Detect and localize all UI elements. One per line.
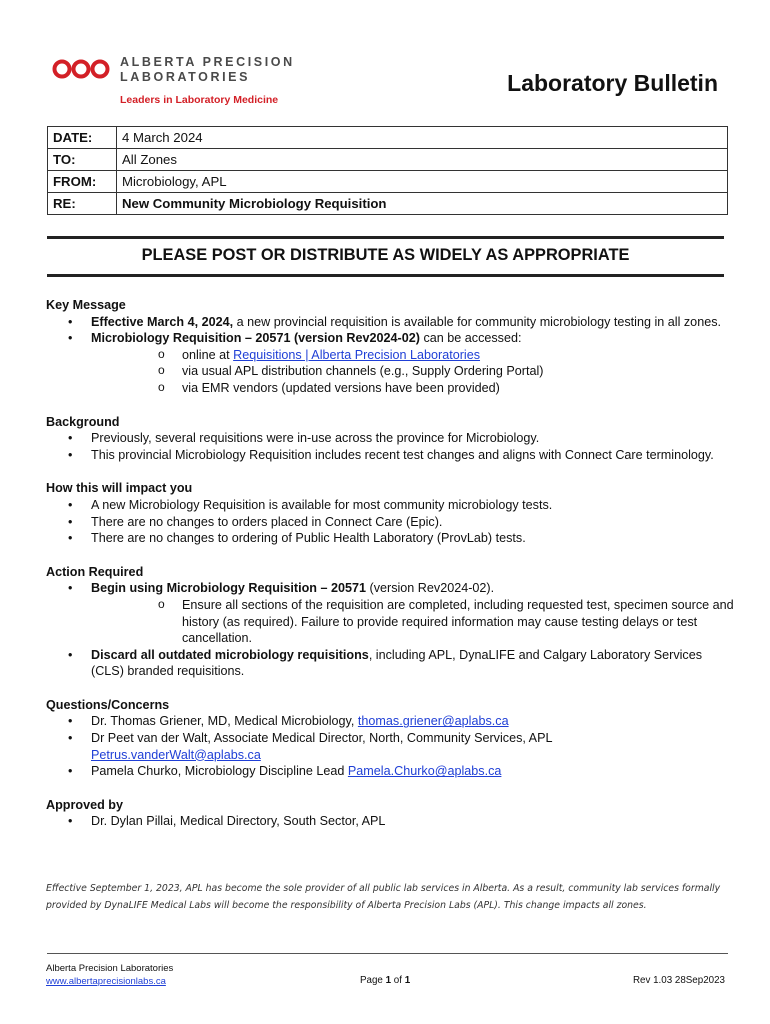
list-item-text: online at (182, 347, 234, 362)
list-item: • A new Microbiology Requisition is available for most community microbiology tests. (46, 497, 736, 514)
approved-heading: Approved by (46, 797, 123, 812)
key-message-heading: Key Message (46, 298, 126, 312)
list-item (46, 730, 736, 763)
list-item: • This provincial Microbiology Requisition includes recent test changes and aligns with Connect Care terminology. (46, 447, 736, 464)
list-item: • There are no changes to ordering of Public Health Laboratory (ProvLab) tests. (46, 530, 736, 547)
header-row-to (48, 149, 728, 171)
contact-text: Dr. Thomas Griener, MD, Medical Microbiology, (91, 714, 358, 729)
list-item (46, 647, 736, 680)
email-link-churko[interactable]: Pamela.Churko@aplabs.ca (347, 764, 502, 779)
action-sub-list (91, 597, 736, 647)
footer-org-name: Alberta Precision Laboratories (46, 963, 174, 974)
questions-list (46, 713, 736, 779)
list-item: • Dr. Dylan Pillai, Medical Directory, South Sector, APL (46, 813, 736, 830)
to-value: All Zones (117, 149, 728, 171)
action-begin-using: Begin using Microbiology Requisition – 20571 (91, 581, 367, 596)
list-item-text: , including APL, DynaLIFE and Calgary Laboratory Services (CLS) branded requisitions. (91, 647, 703, 679)
requisition-version: Microbiology Requisition – 20571 (version Rev2024-02) (91, 331, 420, 346)
page-of: of (391, 975, 405, 986)
page-title: Laboratory Bulletin (507, 70, 718, 96)
revision-label: Rev 1.03 28Sep2023 (632, 975, 725, 986)
re-label: RE: (48, 193, 117, 215)
list-item-text: (version Rev2024-02). (366, 581, 495, 596)
contact-text: Dr Peet van der Walt, Associate Medical Director, North, Community Services, APL (91, 731, 553, 746)
requisitions-link[interactable]: Requisitions | Alberta Precision Laboratories (233, 347, 481, 362)
action-list (46, 580, 736, 680)
footer-divider (47, 953, 728, 954)
list-item: o Ensure all sections of the requisition are completed, including requested test, specimen source and history (as required). Failure to provide required information may cause testing delays or test cancellation. (91, 597, 736, 647)
list-item (46, 314, 736, 331)
approved-list (46, 813, 736, 830)
access-methods-list (91, 347, 736, 397)
brand-name-line1: ALBERTA PRECISION (120, 55, 295, 69)
header-row-from (48, 171, 728, 193)
list-item: o via EMR vendors (updated versions have been provided) (91, 380, 736, 397)
header-row-re (48, 193, 728, 215)
contact-text: Pamela Churko, Microbiology Discipline Lead (91, 764, 348, 779)
to-label: TO: (48, 149, 117, 171)
list-item (46, 763, 736, 780)
background-heading: Background (46, 414, 120, 429)
re-value: New Community Microbiology Requisition (117, 193, 728, 215)
brand-tagline: Leaders in Laboratory Medicine (120, 94, 279, 106)
page-current: 1 (385, 975, 392, 986)
impact-heading: How this will impact you (46, 481, 193, 496)
bulletin-body (46, 297, 736, 830)
list-item: o via usual APL distribution channels (e.g., Supply Ordering Portal) (91, 363, 736, 380)
email-link-vanderwalt[interactable]: Petrus.vanderWalt@aplabs.ca (91, 747, 261, 762)
list-item (46, 580, 736, 646)
apl-logo-rings-icon (52, 55, 112, 83)
list-item (91, 347, 736, 364)
header-row-date (48, 127, 728, 149)
questions-heading: Questions/Concerns (46, 697, 170, 712)
list-item-text: can be accessed: (419, 331, 522, 346)
page-number (360, 975, 410, 986)
key-message-list (46, 314, 736, 397)
from-label: FROM: (48, 171, 117, 193)
divider-bottom (47, 274, 724, 277)
page-total: 1 (404, 975, 411, 986)
list-item (46, 713, 736, 730)
action-discard: Discard all outdated microbiology requisitions (91, 647, 369, 662)
date-value: 4 March 2024 (117, 127, 728, 149)
footnote: Effective September 1, 2023, APL has become the sole provider of all public lab services in Alberta. As a result, community lab services formally provided by DynaLIFE Medical Labs will become the responsibility of Alberta Precision Labs (APL). This change impacts all zones. (46, 883, 721, 911)
divider-top (47, 236, 724, 239)
page-prefix: Page (360, 975, 386, 986)
list-item-text: a new provincial requisition is available for community microbiology testing in all zones. (233, 314, 721, 329)
action-heading: Action Required (46, 564, 144, 579)
impact-list (46, 497, 736, 547)
footer-website-link[interactable]: www.albertaprecisionlabs.ca (46, 976, 166, 987)
date-label: DATE: (48, 127, 117, 149)
list-item (46, 330, 736, 396)
brand-name-line2: LABORATORIES (120, 70, 251, 84)
list-item: • There are no changes to orders placed in Connect Care (Epic). (46, 514, 736, 531)
background-list (46, 430, 736, 463)
key-message-effective-date: Effective March 4, 2024, (91, 314, 234, 329)
list-item: • Previously, several requisitions were in-use across the province for Microbiology. (46, 430, 736, 447)
distribution-banner: PLEASE POST OR DISTRIBUTE AS WIDELY AS APPROPRIATE (141, 246, 630, 264)
email-link-griener[interactable]: thomas.griener@aplabs.ca (357, 714, 509, 729)
bulletin-header-table (47, 126, 728, 215)
from-value: Microbiology, APL (117, 171, 728, 193)
